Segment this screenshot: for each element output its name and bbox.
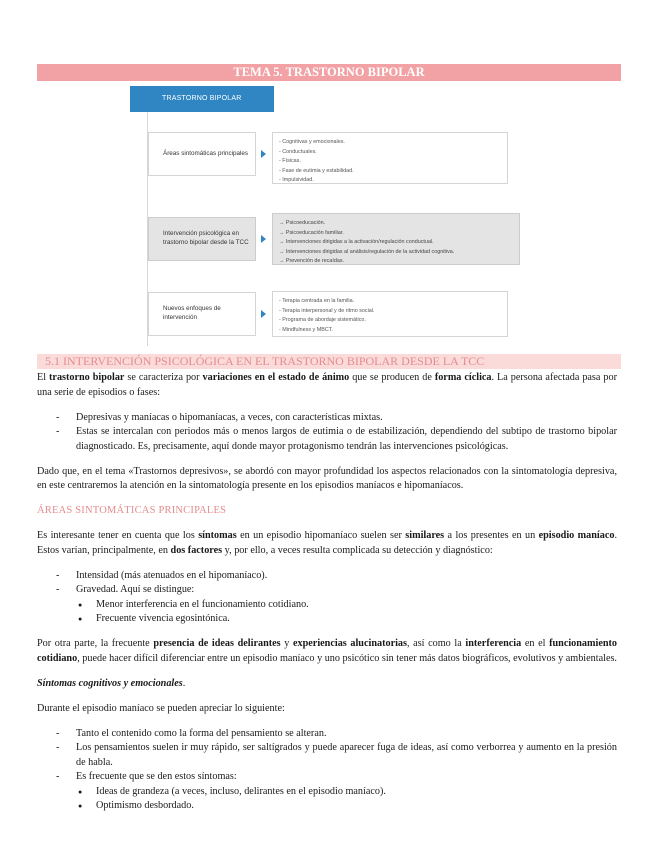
durante-paragraph: Durante el episodio maníaco se pueden apreciar lo siguiente: — [37, 702, 285, 714]
diagram-row-items-areas — [272, 132, 508, 184]
list-item — [37, 770, 617, 814]
emphasis: variaciones en el estado de ánimo — [202, 372, 350, 383]
list-item: - Depresivas y maníacas o hipomaníacas, a veces, con características mixtas. — [37, 411, 617, 426]
areas-heading: ÁREAS SINTOMÁTICAS PRINCIPALES — [37, 505, 227, 516]
text: Por otra parte, la frecuente — [37, 638, 154, 649]
section-title: 5.1 INTERVENCIÓN PSICOLÓGICA EN EL TRASTORNO BIPOLAR DESDE LA TCC — [37, 354, 621, 369]
diagram-item: - Fase de eutimia y estabilidad. — [279, 167, 354, 174]
bipolar-diagram — [130, 86, 530, 356]
text: , así como la — [407, 638, 466, 649]
diagram-header: TRASTORNO BIPOLAR — [130, 86, 274, 112]
emphasis: interferencia — [465, 638, 522, 649]
text: . La persona afectada pasa por una serie de episodios o fases: — [37, 372, 617, 398]
text: en un episodio hipomaníaco suelen ser — [236, 530, 406, 541]
diagram-row-label-text: Intervención psicológica en trastorno bipolar desde la TCC — [163, 230, 249, 246]
emphasis: presencia de ideas delirantes — [153, 638, 281, 649]
emphasis: experiencias alucinatorias — [293, 638, 407, 649]
interes-paragraph — [37, 529, 617, 558]
text: a los presentes en un — [444, 530, 539, 541]
diagram-item: → Prevención de recaídas. — [279, 258, 345, 265]
cognitive-list — [37, 727, 617, 814]
diagram-row-label-text: Nuevos enfoques de intervención — [163, 305, 221, 321]
diagram-row-label-areas — [148, 132, 256, 176]
factors-list — [37, 569, 617, 627]
diagram-item: - Impulsividad. — [279, 177, 314, 184]
text: y — [280, 638, 293, 649]
diagram-arrow-icon — [261, 150, 266, 158]
emphasis: similares — [405, 530, 445, 541]
list-item: ● Menor interferencia en el funcionamiento cotidiano. — [76, 598, 617, 613]
text: que se producen de — [349, 372, 435, 383]
emphasis: dos factores — [170, 544, 223, 556]
diagram-row-items-intervention — [272, 213, 520, 265]
list-item: ● Frecuente vivencia egosintónica. — [76, 612, 617, 627]
diagram-item: - Programa de abordaje sistemático. — [279, 317, 366, 324]
diagram-arrow-icon — [261, 235, 266, 243]
diagram-item: → Intervenciones dirigidas al análisis/regulación de la actividad cognitiva. — [279, 248, 455, 255]
list-item: ● Ideas de grandeza (a veces, incluso, delirantes en el episodio maníaco). — [76, 785, 617, 800]
text: . — [182, 677, 186, 689]
list-item: ● Optimismo desbordado. — [76, 799, 617, 814]
text: Es interesante tener en cuenta que los — [37, 530, 199, 541]
text: Gravedad. Aquí se distingue: — [76, 584, 195, 595]
document-body — [37, 371, 617, 824]
document-title: TEMA 5. TRASTORNO BIPOLAR — [37, 64, 621, 81]
text: y, por ello, a veces resulta complicada su detección y diagnóstico: — [222, 544, 493, 556]
diagram-item: - Cognitivas y emocionales. — [279, 139, 345, 145]
diagram-item: - Terapia interpersonal y de ritmo social. — [279, 307, 375, 314]
symptoms-sublist — [76, 785, 617, 814]
emphasis: síntomas — [198, 530, 237, 541]
diagram-item: - Mindfulness y MBCT. — [279, 326, 333, 333]
emphasis: funcionamiento cotidiano — [37, 638, 618, 664]
diagram-item: → Psicoeducación familiar. — [279, 229, 344, 236]
text: , puede hacer difícil diferenciar entre un episodio maníaco y uno psicótico sin tener más datos biográficos, evolutivos y ambientales. — [77, 652, 617, 664]
list-item — [37, 569, 617, 584]
diagram-item: - Físicas. — [279, 158, 301, 165]
list-item: - Estas se intercalan con periodos más o menos largos de eutimia o de estabilización, dependiendo del subtipo de trastorno bipolar diagnosticado. Es, precisamente, aquí donde mayor protagonismo tendrán las intervenciones psicológicas. — [37, 425, 617, 454]
sub-heading-text: Síntomas cognitivos y emocionales — [37, 677, 183, 689]
list-item: - Tanto el contenido como la forma del pensamiento se alteran. — [37, 727, 617, 742]
diagram-row-label-new-approaches — [148, 292, 256, 336]
diagram-item: → Intervenciones dirigidas a la activación/regulación conductual. — [279, 239, 434, 246]
emphasis: trastorno bipolar — [49, 372, 125, 383]
diagram-row-items-new-approaches — [272, 291, 508, 337]
text: . Estos varían, principalmente, en — [37, 530, 617, 556]
sub-heading — [37, 677, 617, 692]
phases-list — [37, 411, 617, 455]
emphasis: forma cíclica — [434, 372, 492, 383]
text: El — [37, 372, 50, 383]
list-item: - Los pensamientos suelen ir muy rápido, ser saltígrados y puede aparecer fuga de ideas, así como verborrea y aumento en la presión de habla. — [37, 741, 617, 770]
text: Es frecuente que se den estos síntomas: — [76, 771, 237, 782]
otra-paragraph — [37, 637, 617, 666]
gravity-sublist — [76, 598, 617, 627]
text: en el — [521, 638, 550, 649]
intro-paragraph — [37, 371, 617, 400]
diagram-item: → Psicoeducación. — [279, 220, 326, 226]
diagram-item: - Terapia centrada en la familia. — [279, 298, 355, 304]
emphasis: episodio maníaco — [538, 530, 615, 541]
diagram-item: - Conductuales. — [279, 148, 317, 155]
text: se caracteriza por — [124, 372, 203, 383]
diagram-row-label-text: Áreas sintomáticas principales — [163, 149, 249, 157]
diagram-row-label-intervention — [148, 217, 256, 261]
tema-paragraph: Dado que, en el tema «Trastornos depresivos», se abordó con mayor profundidad los aspectos relacionados con la sintomatología depresiva, en este centraremos la atención en la sintomatología presente en los episodios maníacos e hipomaníacos. — [37, 465, 617, 491]
diagram-arrow-icon — [261, 310, 266, 318]
text: Intensidad (más atenuados en el hipomaníaco). — [76, 569, 268, 581]
list-item — [37, 583, 617, 627]
